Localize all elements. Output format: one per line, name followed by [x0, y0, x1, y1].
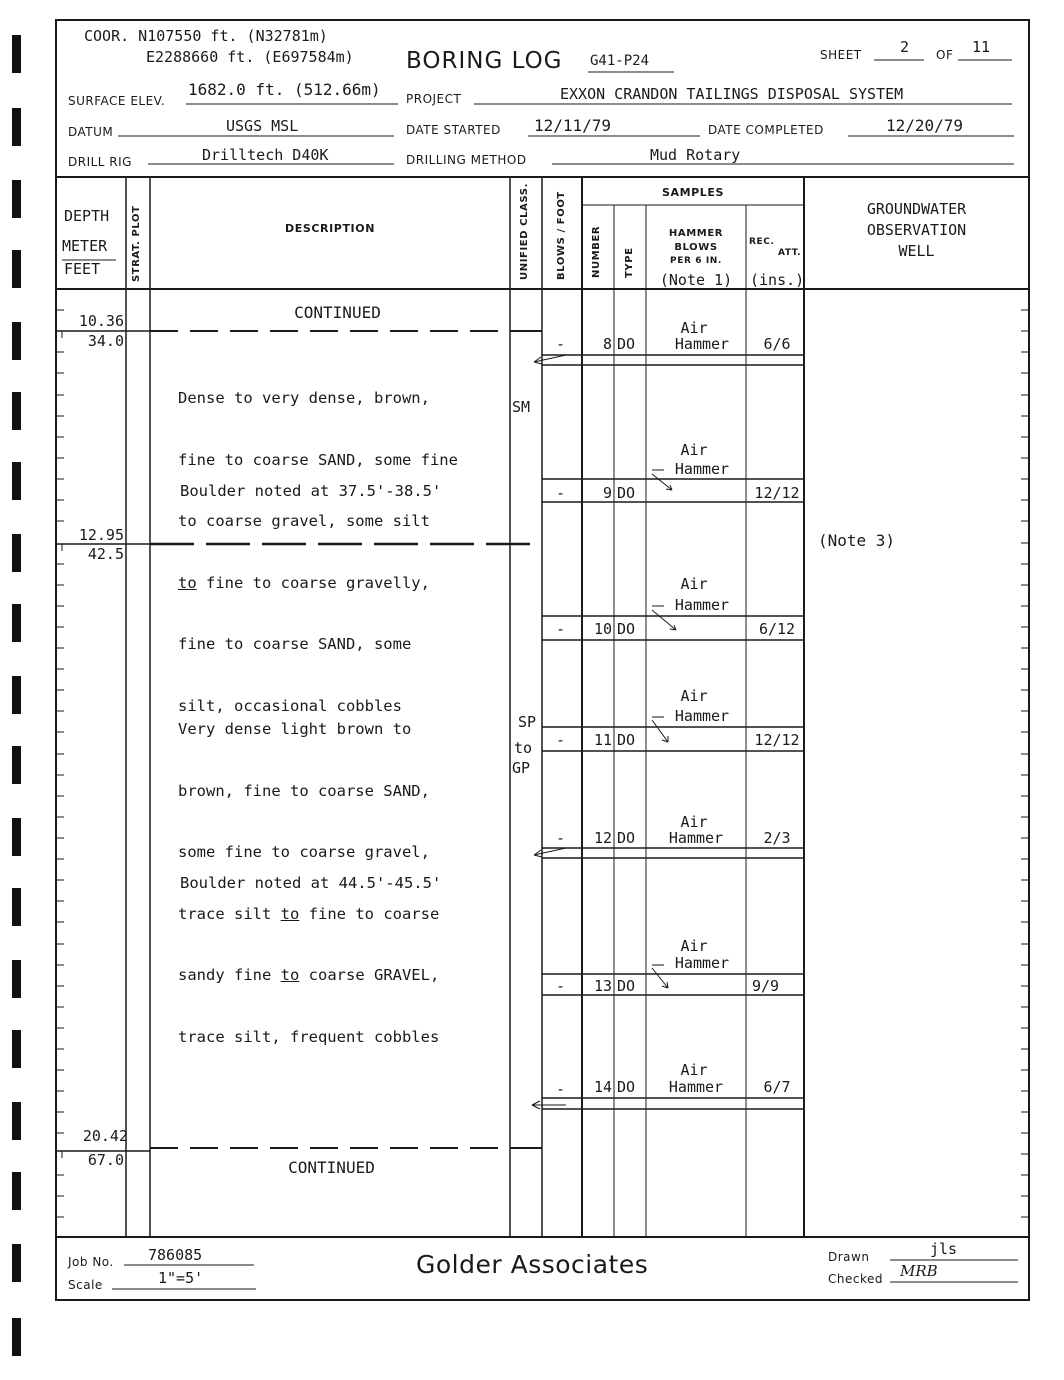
- sample-type: DO: [617, 484, 636, 502]
- underlined-to: to: [178, 573, 197, 592]
- uscs-sp: SP: [518, 713, 537, 731]
- sample-blows: -: [556, 829, 566, 847]
- hammer-header-2: BLOWS: [674, 242, 718, 253]
- hammer-line-1: Air: [680, 937, 708, 955]
- project-label: PROJECT: [406, 92, 462, 106]
- sample-blows: -: [556, 1080, 566, 1098]
- hammer-line-1: Air: [680, 441, 708, 459]
- hammer-line-2: Hammer: [674, 596, 730, 614]
- hammer-line-2: Hammer: [674, 460, 730, 478]
- drill-rig-label: DRILL RIG: [68, 155, 132, 169]
- description-text: trace silt: [178, 904, 281, 923]
- sheet-label: SHEET: [820, 48, 862, 62]
- sample-blows: -: [556, 977, 566, 995]
- drawn-label: Drawn: [828, 1250, 870, 1264]
- description-text: coarse GRAVEL,: [299, 966, 440, 984]
- depth-meter: 10.36: [78, 312, 124, 330]
- rec-header: REC.: [749, 237, 775, 247]
- number-header: NUMBER: [591, 225, 602, 278]
- sheet-total: 11: [972, 38, 991, 56]
- hammer-line-1: Air: [680, 687, 708, 705]
- date-started: 12/11/79: [534, 116, 612, 135]
- sample-blows: -: [556, 620, 566, 638]
- sample-type: DO: [617, 977, 636, 995]
- hammer-note: (Note 1): [659, 271, 733, 289]
- description-line: some fine to coarse gravel,: [178, 843, 430, 861]
- sample-type: DO: [617, 829, 636, 847]
- surface-elev-label: SURFACE ELEV.: [68, 94, 166, 108]
- boring-id: G41-P24: [590, 53, 650, 69]
- sample-number: 12: [593, 829, 612, 847]
- layer2-boulder-note: Boulder noted at 44.5'-45.5': [180, 874, 442, 892]
- description-line: brown, fine to coarse SAND,: [178, 781, 430, 800]
- sample-number: 11: [593, 731, 612, 749]
- coordinates-east: E2288660 ft. (E697584m): [146, 48, 354, 66]
- hammer-line-2: Hammer: [674, 335, 730, 353]
- job-no-label: Job No.: [68, 1255, 114, 1269]
- sample-type: DO: [617, 1078, 636, 1096]
- depth-meter: 12.95: [78, 526, 124, 544]
- att-header: ATT.: [778, 248, 802, 258]
- drilling-method: Mud Rotary: [650, 146, 741, 164]
- layer1-boulder-note: Boulder noted at 37.5'-38.5': [180, 482, 442, 500]
- datum-label: DATUM: [68, 125, 114, 139]
- description-line: [178, 904, 439, 925]
- sample-blows: -: [556, 484, 566, 502]
- unified-class-header: UNIFIED CLASS.: [519, 183, 530, 280]
- description-text: sandy fine: [178, 966, 281, 984]
- uscs-gp: GP: [512, 759, 531, 777]
- datum-value: USGS MSL: [226, 117, 299, 135]
- date-started-label: DATE STARTED: [406, 123, 501, 137]
- of-label: OF: [936, 48, 954, 62]
- feet-header: FEET: [64, 260, 101, 278]
- sample-blows: -: [556, 335, 566, 353]
- depth-meter: 20.42: [82, 1127, 128, 1145]
- hammer-line-2: Hammer: [668, 829, 724, 847]
- sample-rec-att: 12/12: [754, 484, 800, 502]
- surface-elevation: 1682.0 ft. (512.66m): [188, 80, 381, 99]
- hammer-line-1: Air: [680, 575, 708, 593]
- scale-value: 1"=5': [158, 1269, 204, 1287]
- description-line: to coarse gravel, some silt: [178, 512, 430, 530]
- sample-blows: -: [556, 731, 566, 749]
- sample-number: 13: [593, 977, 612, 995]
- sample-rec-att: 6/7: [763, 1078, 791, 1096]
- groundwater-header-2: OBSERVATION: [866, 221, 967, 239]
- coordinates-north: COOR. N107550 ft. (N32781m): [84, 27, 328, 45]
- sample-type: DO: [617, 335, 636, 353]
- sample-number: 14: [593, 1078, 612, 1096]
- description-line: trace silt, frequent cobbles: [178, 1027, 440, 1046]
- drawn-by: jls: [930, 1240, 958, 1258]
- company-name: Golder Associates: [416, 1250, 649, 1279]
- sample-type: DO: [617, 731, 636, 749]
- description-line: Dense to very dense, brown,: [178, 389, 430, 407]
- sample-type: DO: [617, 620, 636, 638]
- scale-label: Scale: [68, 1278, 103, 1292]
- hammer-line-2: Hammer: [668, 1078, 724, 1096]
- description-line: fine to coarse SAND, some fine: [178, 450, 458, 469]
- hammer-header-3: PER 6 IN.: [670, 256, 722, 266]
- sample-number: 8: [602, 335, 612, 353]
- strat-plot-header: STRAT. PLOT: [131, 205, 142, 282]
- description-line: silt, occasional cobbles: [178, 696, 402, 715]
- groundwater-header-3: WELL: [898, 242, 935, 260]
- drill-rig: Drilltech D40K: [202, 146, 329, 164]
- project-name: EXXON CRANDON TAILINGS DISPOSAL SYSTEM: [560, 85, 904, 103]
- description-header: DESCRIPTION: [284, 222, 376, 235]
- samples-header: SAMPLES: [661, 186, 725, 199]
- hammer-line-1: Air: [680, 1061, 708, 1079]
- job-number: 786085: [148, 1246, 203, 1264]
- hammer-header-1: HAMMER: [668, 228, 724, 239]
- description-line: Very dense light brown to: [178, 720, 412, 738]
- checked-by-signature: MRB: [900, 1262, 938, 1280]
- hammer-line-2: Hammer: [674, 954, 730, 972]
- uscs-sm: SM: [512, 398, 531, 416]
- sample-rec-att: 6/6: [763, 335, 791, 353]
- page-title: BORING LOG: [406, 48, 563, 74]
- date-completed: 12/20/79: [886, 116, 964, 135]
- underlined-to: to: [280, 966, 300, 984]
- sample-number: 10: [593, 620, 612, 638]
- description-text: fine to coarse gravelly,: [196, 573, 430, 592]
- sheet-number: 2: [900, 38, 910, 56]
- ins-header: (ins.): [750, 271, 805, 289]
- type-header: TYPE: [624, 247, 635, 278]
- hammer-line-1: Air: [680, 813, 708, 831]
- depth-feet: 67.0: [87, 1151, 124, 1169]
- description-line: fine to coarse SAND, some: [178, 635, 412, 653]
- sample-rec-att: 6/12: [758, 620, 796, 638]
- description-line: [178, 965, 439, 986]
- uscs-to: to: [514, 739, 533, 757]
- drilling-method-label: DRILLING METHOD: [406, 153, 527, 167]
- hammer-line-1: Air: [680, 319, 708, 337]
- checked-label: Checked: [828, 1272, 883, 1286]
- date-completed-label: DATE COMPLETED: [708, 123, 824, 137]
- description-line: [178, 573, 458, 594]
- meter-header: METER: [62, 237, 108, 255]
- blows-per-foot-header: BLOWS / FOOT: [556, 191, 567, 280]
- description-text: fine to coarse: [299, 904, 440, 923]
- sample-rec-att: 2/3: [763, 829, 791, 847]
- sample-rec-att: 9/9: [752, 977, 780, 995]
- sample-number: 9: [602, 484, 612, 502]
- continued-top: CONTINUED: [294, 303, 381, 322]
- depth-feet: 42.5: [87, 545, 124, 563]
- groundwater-header-1: GROUNDWATER: [866, 200, 967, 218]
- underlined-to: to: [280, 904, 300, 923]
- depth-feet: 34.0: [87, 332, 124, 350]
- depth-header: DEPTH: [64, 207, 110, 225]
- continued-bottom: CONTINUED: [288, 1158, 375, 1177]
- hammer-line-2: Hammer: [674, 707, 730, 725]
- sample-rec-att: 12/12: [754, 731, 800, 749]
- groundwater-note: (Note 3): [818, 531, 896, 550]
